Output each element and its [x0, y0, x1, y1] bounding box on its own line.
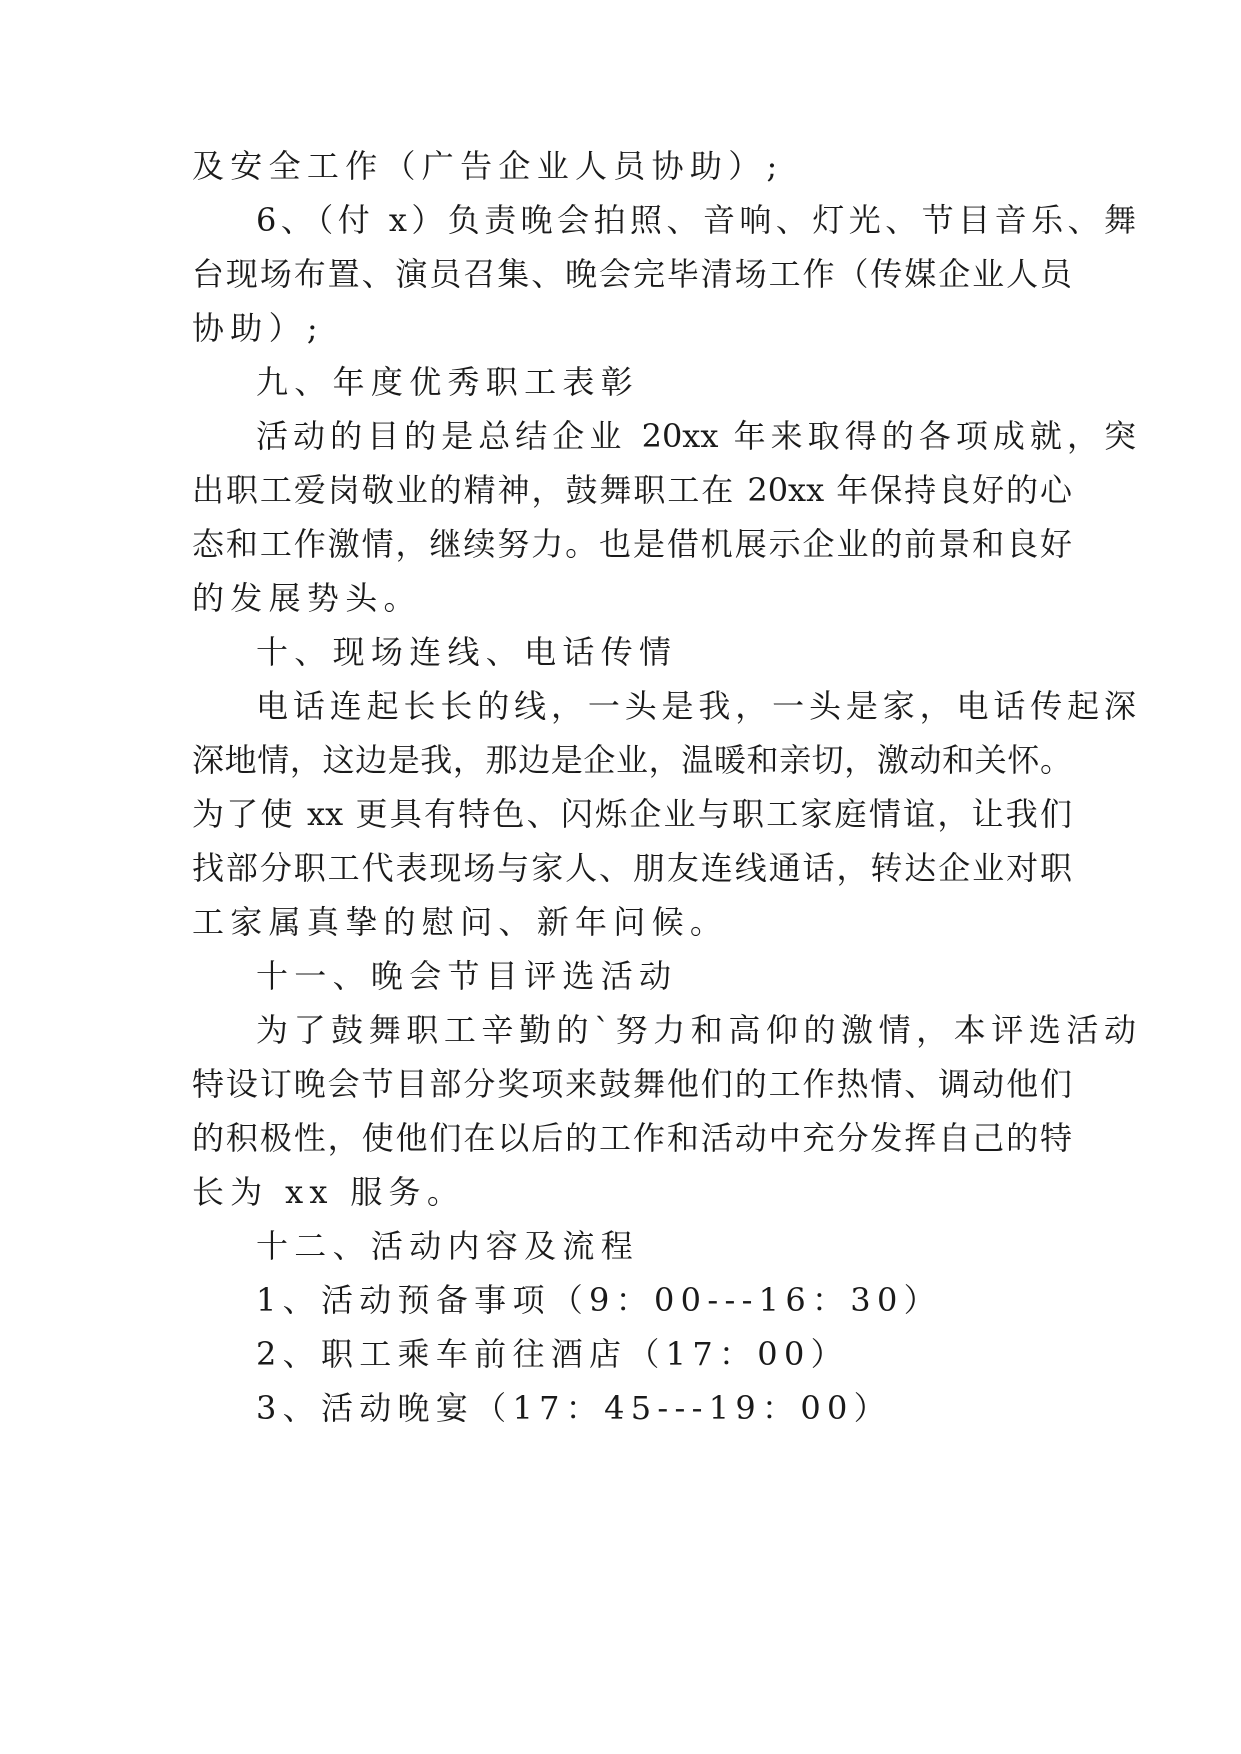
- section-heading: 九、年度优秀职工表彰: [256, 363, 640, 401]
- text-line: 出职工爱岗敬业的精神，鼓舞职工在 20xx 年保持良好的心: [192, 471, 1072, 509]
- text-line: 活动的目的是总结企业 20xx 年来取得的各项成就，突: [256, 417, 1136, 455]
- text-line: 及安全工作（广告企业人员协助）;: [192, 147, 784, 185]
- text-line: 为了鼓舞职工辛勤的`努力和高仰的激情，本评选活动: [256, 1011, 1136, 1049]
- text-line: 6、（付 x）负责晚会拍照、音响、灯光、节目音乐、舞: [256, 201, 1136, 239]
- text-line: 长为 xx 服务。: [192, 1173, 466, 1211]
- text-line: 工家属真挚的慰问、新年问候。: [192, 903, 729, 941]
- section-heading: 十二、活动内容及流程: [256, 1227, 640, 1265]
- text-line: 为了使 xx 更具有特色、闪烁企业与职工家庭情谊，让我们: [192, 795, 1072, 833]
- section-heading: 十一、晚会节目评选活动: [256, 957, 678, 995]
- section-heading: 十、现场连线、电话传情: [256, 633, 678, 671]
- text-line: 的积极性，使他们在以后的工作和活动中充分发挥自己的特: [192, 1119, 1072, 1157]
- text-line: 找部分职工代表现场与家人、朋友连线通话，转达企业对职: [192, 849, 1072, 887]
- list-item: 1、活动预备事项（9：00---16：30）: [256, 1281, 942, 1319]
- list-item: 2、职工乘车前往酒店（17：00）: [256, 1335, 849, 1373]
- text-line: 特设订晚会节目部分奖项来鼓舞他们的工作热情、调动他们: [192, 1065, 1072, 1103]
- text-line: 深地情，这边是我，那边是企业，温暖和亲切，激动和关怀。: [192, 741, 1072, 779]
- text-line: 态和工作激情，继续努力。也是借机展示企业的前景和良好: [192, 525, 1072, 563]
- text-line: 协助）;: [192, 309, 324, 347]
- text-line: 台现场布置、演员召集、晚会完毕清场工作（传媒企业人员: [192, 255, 1072, 293]
- text-line: 电话连起长长的线，一头是我，一头是家，电话传起深: [256, 687, 1136, 725]
- text-line: 的发展势头。: [192, 579, 422, 617]
- list-item: 3、活动晚宴（17：45---19：00）: [256, 1389, 892, 1427]
